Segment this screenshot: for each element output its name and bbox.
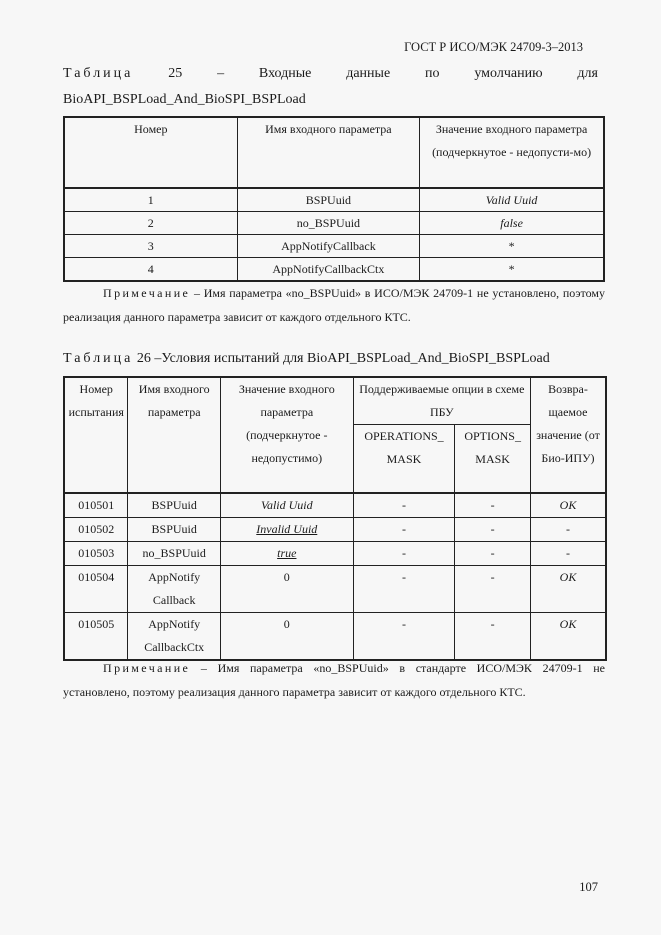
table-cell: false — [420, 212, 604, 235]
table-cell: AppNotify Callback — [128, 566, 220, 613]
header-cell: Значение входного параметра (подчеркнутое - недопусти-мо) — [420, 117, 604, 188]
table25-caption — [63, 66, 598, 82]
note-label: Примечание — [103, 661, 191, 675]
table-26 — [63, 376, 607, 661]
table-cell: - — [531, 518, 607, 542]
caption-word: данные — [346, 66, 391, 81]
caption-word: для — [577, 66, 598, 81]
table-cell: - — [353, 542, 455, 566]
table-cell: AppNotifyCallbackCtx — [237, 258, 420, 282]
table-cell: * — [420, 258, 604, 282]
header-cell: OPTIONS_ MASK — [455, 425, 531, 494]
table25-caption-line2: BioAPI_BSPLoad_And_BioSPI_BSPLoad — [63, 92, 306, 107]
caption-word: умолчанию — [474, 66, 543, 81]
table-cell: 010503 — [64, 542, 128, 566]
header-cell: Имя входного параметра — [237, 117, 420, 188]
table-cell: no_BSPUuid — [237, 212, 420, 235]
caption-word: 25 — [168, 66, 183, 81]
note-text: – Имя параметра «no_BSPUuid» в ИСО/МЭК 24709-1 не установлено, поэтому реализация данного параметра зависит от каждого отдельного КТС. — [63, 286, 605, 324]
caption-word: Таблица — [63, 66, 134, 81]
header-cell: OPERATIONS_ MASK — [353, 425, 455, 494]
table-cell: BSPUuid — [128, 493, 220, 518]
table-cell: 010504 — [64, 566, 128, 613]
page-number: 107 — [579, 880, 598, 894]
table-row — [64, 542, 606, 566]
table-cell: - — [531, 542, 607, 566]
table-row — [64, 566, 606, 613]
table-cell: 010505 — [64, 613, 128, 661]
table-cell: no_BSPUuid — [128, 542, 220, 566]
table-cell: Valid Uuid — [220, 493, 353, 518]
header-cell: Номер — [64, 117, 237, 188]
table-cell: - — [353, 493, 455, 518]
table-cell: OK — [531, 566, 607, 613]
table-cell: true — [220, 542, 353, 566]
table-cell: - — [455, 566, 531, 613]
table-cell: 1 — [64, 188, 237, 212]
table-header-row — [64, 377, 606, 425]
table-cell: OK — [531, 493, 607, 518]
table-row — [64, 493, 606, 518]
header-cell: Имя входного параметра — [128, 377, 220, 493]
table-cell: Valid Uuid — [420, 188, 604, 212]
caption-label: Таблица — [63, 351, 134, 366]
table-cell: - — [455, 542, 531, 566]
caption-word: по — [425, 66, 440, 81]
table-row — [64, 613, 606, 661]
table-row — [64, 258, 604, 282]
table-row — [64, 212, 604, 235]
header-cell: Возвра-щаемое значение (от Био-ИПУ) — [531, 377, 607, 493]
header-cell: Номер испытания — [64, 377, 128, 493]
caption-text: 26 –Условия испытаний для BioAPI_BSPLoad_And_BioSPI_BSPLoad — [136, 351, 550, 366]
table-cell: 010501 — [64, 493, 128, 518]
table-cell: 3 — [64, 235, 237, 258]
table-row — [64, 518, 606, 542]
table-cell: Invalid Uuid — [220, 518, 353, 542]
table-cell: 2 — [64, 212, 237, 235]
caption-word: – — [217, 66, 225, 81]
table-header-row — [64, 117, 604, 188]
table-cell: 010502 — [64, 518, 128, 542]
table-cell: 4 — [64, 258, 237, 282]
table26-note — [63, 656, 605, 704]
header-cell: Значение входного параметра (подчеркнутое - недопустимо) — [220, 377, 353, 493]
document-header: ГОСТ Р ИСО/МЭК 24709-3–2013 — [404, 40, 583, 54]
table-cell: - — [455, 613, 531, 661]
header-group-cell: Поддерживаемые опции в схеме ПБУ — [353, 377, 530, 425]
table-cell: * — [420, 235, 604, 258]
table-25 — [63, 116, 605, 282]
table26-caption — [63, 351, 550, 367]
table-cell: AppNotify CallbackCtx — [128, 613, 220, 661]
table-cell: AppNotifyCallback — [237, 235, 420, 258]
table-row — [64, 188, 604, 212]
table-cell: - — [353, 518, 455, 542]
table-cell: BSPUuid — [128, 518, 220, 542]
table-cell: 0 — [220, 613, 353, 661]
table-cell: - — [455, 518, 531, 542]
table-cell: - — [353, 613, 455, 661]
note-label: Примечание — [103, 286, 191, 300]
table25-note — [63, 281, 605, 329]
table-cell: - — [353, 566, 455, 613]
table-row — [64, 235, 604, 258]
caption-word: Входные — [258, 66, 312, 81]
note-text: – Имя параметра «no_BSPUuid» в стандарте ИСО/МЭК 24709-1 не установлено, поэтому реализация данного параметра зависит от каждого отдельного КТС. — [63, 661, 605, 699]
table-cell: 0 — [220, 566, 353, 613]
table-cell: BSPUuid — [237, 188, 420, 212]
table-cell: OK — [531, 613, 607, 661]
table-cell: - — [455, 493, 531, 518]
